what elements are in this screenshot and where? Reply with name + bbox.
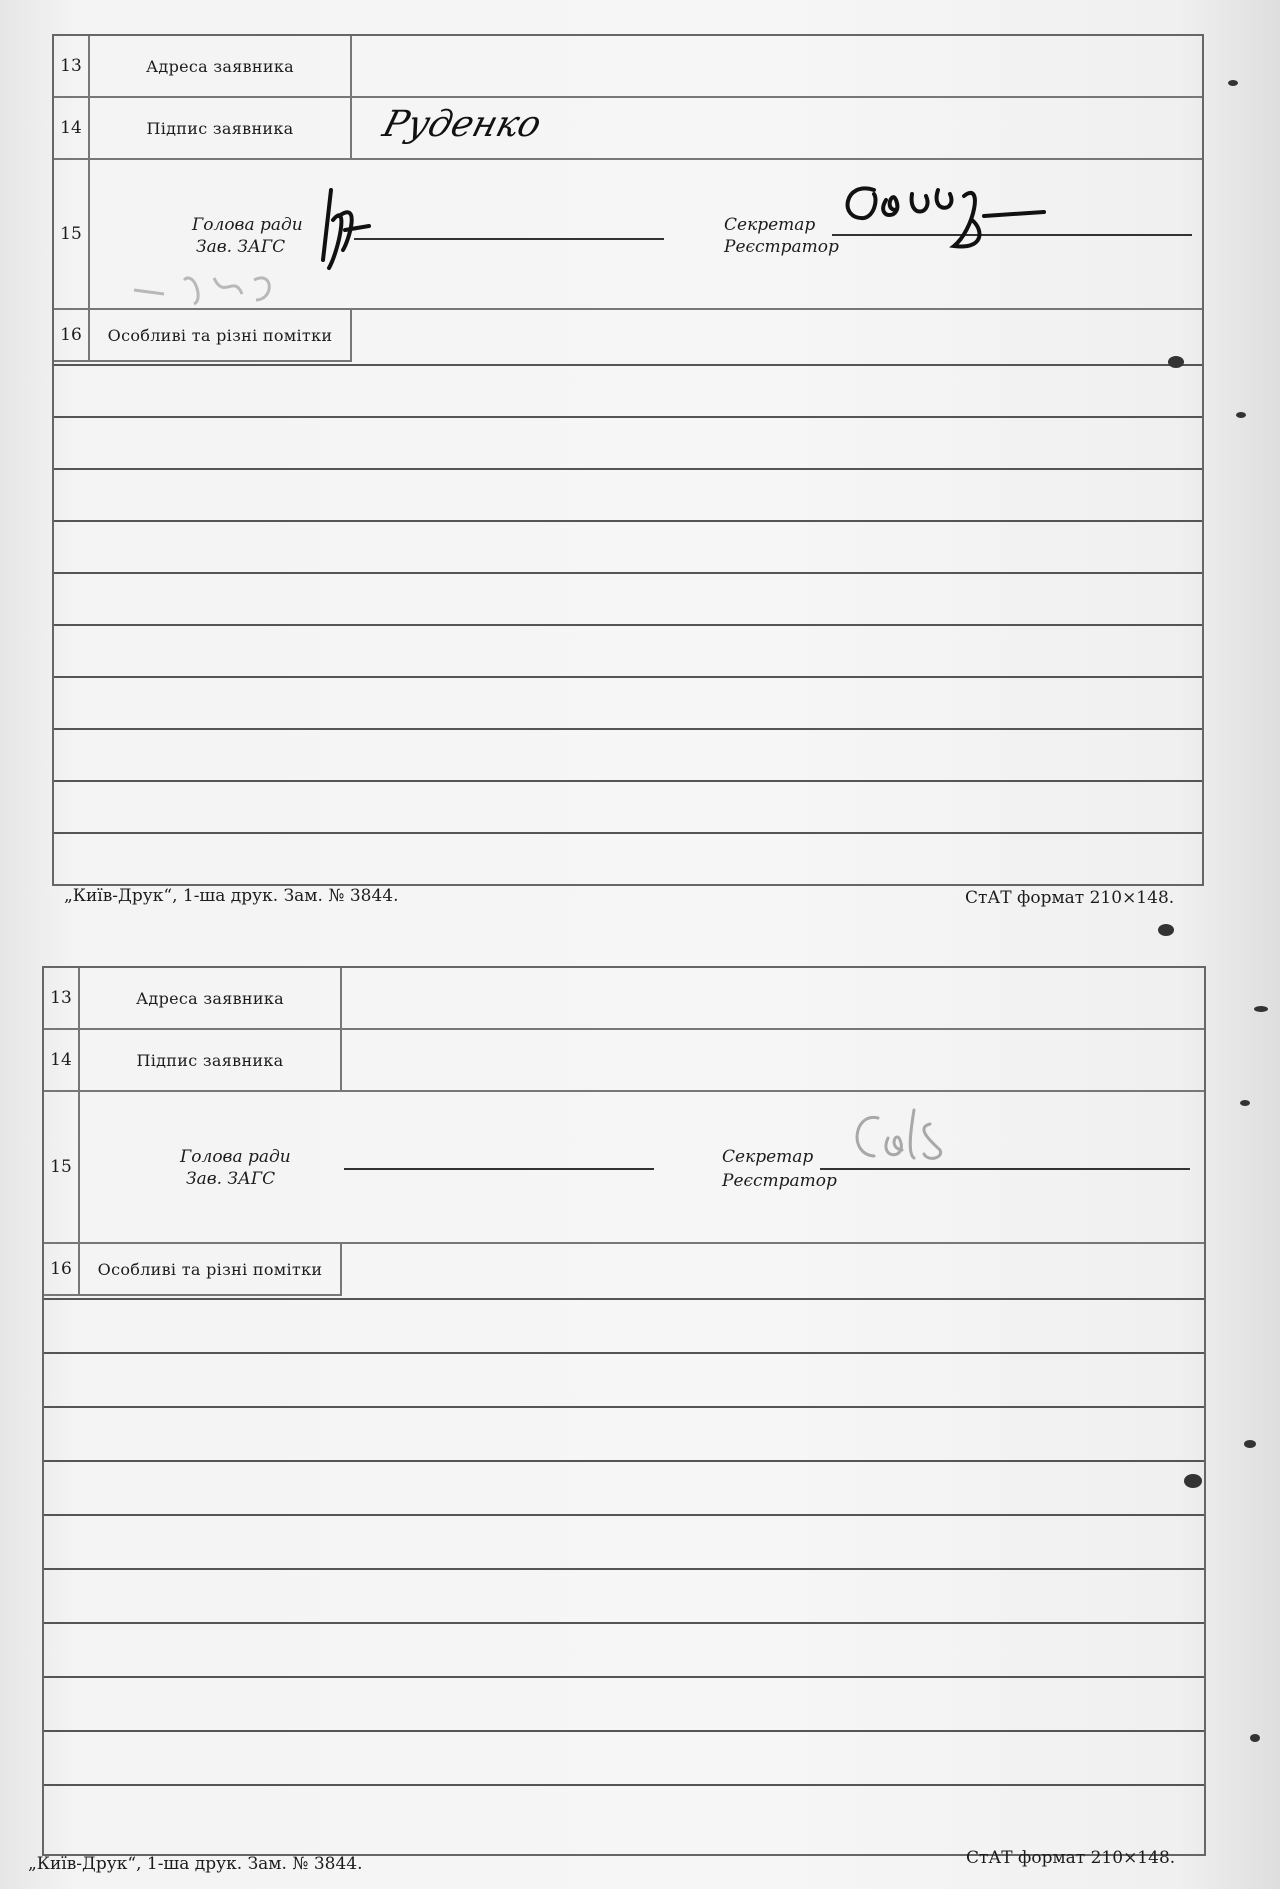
- form-1: [52, 34, 1204, 886]
- chairman-pencil-mark: [124, 260, 284, 310]
- field-label-remarks: Особливі та різні помітки: [80, 1244, 342, 1296]
- writing-line: [54, 624, 1202, 626]
- secretary-signature-scribble: [834, 170, 1054, 260]
- ink-speck: [1240, 1100, 1250, 1106]
- ink-speck: [1236, 412, 1246, 418]
- format-note: СтАТ формат 210×148.: [966, 1848, 1176, 1868]
- chairman-signature-scribble: [309, 180, 379, 280]
- writing-line: [44, 1352, 1204, 1354]
- ink-speck: [1184, 1474, 1202, 1488]
- row-15: [44, 1092, 1204, 1244]
- writing-line: [54, 676, 1202, 678]
- writing-line: [54, 728, 1202, 730]
- row-13: [44, 968, 1204, 1030]
- field-label-signature: Підпис заявника: [90, 98, 352, 158]
- writing-line: [44, 1514, 1204, 1516]
- form-2: [42, 966, 1206, 1856]
- writing-line: [54, 468, 1202, 470]
- chairman-signature-line: [344, 1168, 654, 1170]
- row-14: [54, 98, 1202, 160]
- writing-line: [44, 1568, 1204, 1570]
- ink-speck: [1168, 356, 1184, 368]
- printer-imprint: „Київ-Друк“, 1-ша друк. Зам. № 3844.: [64, 886, 399, 906]
- applicant-signature-text: Руденко: [378, 104, 546, 145]
- row-number: 14: [54, 98, 90, 158]
- chairman-signature-line: [354, 238, 664, 240]
- secretary-signature-line: [820, 1168, 1190, 1170]
- row-number: 13: [44, 968, 80, 1028]
- writing-line: [44, 1784, 1204, 1786]
- row-number: 13: [54, 36, 90, 96]
- chairman-label: Голова ради: [180, 1147, 291, 1167]
- ink-speck: [1254, 1006, 1268, 1012]
- secretary-pencil-signature: [844, 1104, 974, 1174]
- writing-line: [54, 364, 1202, 366]
- writing-line: [44, 1406, 1204, 1408]
- row-13: [54, 36, 1202, 98]
- field-label-address: Адреса заявника: [90, 36, 352, 96]
- row-number: 16: [44, 1244, 80, 1296]
- row-number: 14: [44, 1030, 80, 1090]
- chairman-label: Голова ради: [192, 215, 303, 235]
- row-16: [54, 310, 1202, 882]
- registrar-label: Реєстратор: [722, 1171, 837, 1191]
- zags-head-label: Зав. ЗАГС: [186, 1169, 276, 1189]
- writing-line: [44, 1622, 1204, 1624]
- field-label-address: Адреса заявника: [80, 968, 342, 1028]
- format-note: СтАТ формат 210×148.: [965, 888, 1175, 908]
- field-label-signature: Підпис заявника: [80, 1030, 342, 1090]
- printer-imprint: „Київ-Друк“, 1-ша друк. Зам. № 3844.: [28, 1854, 363, 1874]
- writing-line: [44, 1676, 1204, 1678]
- secretary-signature-line: [832, 234, 1192, 236]
- writing-line: [54, 832, 1202, 834]
- ink-speck: [1228, 80, 1238, 86]
- writing-line: [54, 780, 1202, 782]
- secretary-label: Секретар: [722, 1147, 814, 1167]
- writing-line: [54, 520, 1202, 522]
- row-number: 16: [54, 310, 90, 362]
- row-15: [54, 160, 1202, 310]
- row-16: [44, 1244, 1204, 1852]
- row-number: 15: [44, 1092, 80, 1242]
- ink-speck: [1244, 1440, 1256, 1448]
- row-14: [44, 1030, 1204, 1092]
- writing-line: [44, 1730, 1204, 1732]
- zags-head-label: Зав. ЗАГС: [196, 237, 286, 257]
- ink-speck: [1158, 924, 1174, 936]
- row-number: 15: [54, 160, 90, 308]
- writing-line: [44, 1298, 1204, 1300]
- writing-line: [54, 416, 1202, 418]
- field-label-remarks: Особливі та різні помітки: [90, 310, 352, 362]
- registrar-label: Реєстратор: [724, 237, 839, 257]
- writing-line: [54, 572, 1202, 574]
- secretary-label: Секретар: [724, 215, 816, 235]
- writing-line: [44, 1460, 1204, 1462]
- ink-speck: [1250, 1734, 1260, 1742]
